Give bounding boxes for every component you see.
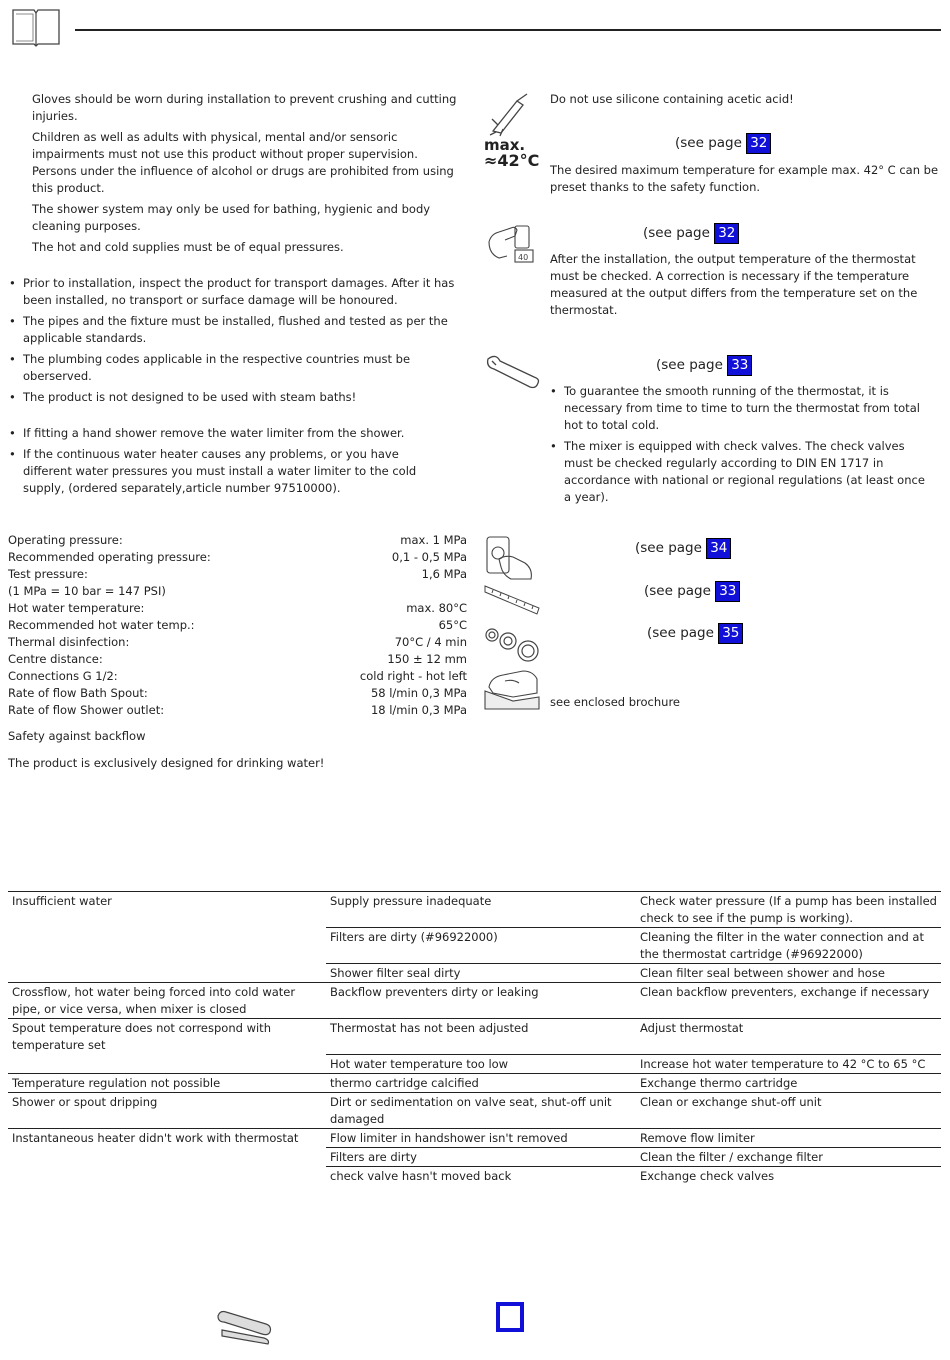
spec-row: (1 MPa = 10 bar = 147 PSI) [8,583,166,598]
brochure-note: see enclosed brochure [550,695,680,709]
safety-gloves: Gloves should be worn during installation to prevent crushing and cutting injuries. [32,92,457,123]
technical-data-table [8,531,467,718]
spec-row: Centre distance: 150 ± 12 mm [8,651,467,666]
list-item: • To guarantee the smooth running of the thermostat, it is necessary from time to time to turn the thermostat from total hot to total cold. [550,383,932,434]
list-item: • The plumbing codes applicable in the respective countries must be oberserved. [9,351,463,385]
drinking-water-note: The product is exclusively designed for drinking water! [8,756,325,770]
troubleshooting-table [8,891,941,1185]
backflow-note: Safety against backflow [8,729,146,743]
see-page-ref: (see page 35 [647,623,743,644]
page-link[interactable]: 32 [746,133,771,154]
silicone-warning: Do not use silicone containing acetic acid! [550,92,794,106]
page-number-box [496,1302,524,1332]
table-row: Insufficient water Supply pressure inadequate Check water pressure (If a pump has been installed check to see if the pump is working). [8,892,941,928]
see-page-ref: (see page 33 [644,581,740,602]
table-row: Shower filter seal dirty Clean filter seal between shower and hose [8,964,941,983]
page-link[interactable]: 34 [706,538,731,559]
see-page-ref: (see page 32 [675,133,771,154]
spec-row: Thermal disinfection: 70°C / 4 min [8,634,467,649]
page-link[interactable]: 35 [718,623,743,644]
ruler-icon [483,582,541,621]
spec-row: Connections G 1/2: cold right - hot left [8,668,467,683]
safety-children: Children as well as adults with physical, mental and/or sensoric impairments must not use this product without proper supervision. Persons under the influence of alcohol or drugs are prohibited from using this product. [32,130,454,195]
page-link[interactable]: 33 [715,581,740,602]
see-page-ref: (see page 32 [643,223,739,244]
heater-list [9,425,439,497]
list-item: • The mixer is equipped with check valves. The check valves must be checked regularly according to DIN EN 1717 in accordance with national or regional regulations (at least once a year). [550,438,932,506]
installation-list [9,275,463,406]
silicone-gun-icon [487,91,533,140]
adjust-text: After the installation, the output temperature of the thermostat must be checked. A correction is necessary if the temperature measured at the output differs from the temperature set on the thermostat. [550,252,918,317]
safety-pressure: The hot and cold supplies must be of equal pressures. [32,240,344,254]
table-row: Instantaneous heater didn't work with thermostat Flow limiter in handshower isn't removed Remove flow limiter [8,1129,941,1148]
table-row: Temperature regulation not possible thermo cartridge calcified Exchange thermo cartridge [8,1074,941,1093]
list-item: • Prior to installation, inspect the product for transport damages. After it has been installed, no transport or surface damage will be honoured. [9,275,463,309]
spec-row: Recommended operating pressure: 0,1 - 0,5 MPa [8,549,467,564]
wrench-icon [484,353,542,394]
table-row: Shower or spout dripping Dirt or sedimentation on valve seat, shut-off unit damaged Clean or exchange shut-off unit [8,1093,941,1129]
book-icon [11,6,61,51]
spec-row: Operating pressure: max. 1 MPa [8,532,467,547]
page-link[interactable]: 33 [727,355,752,376]
see-page-ref: (see page 33 [656,355,752,376]
list-item: • If fitting a hand shower remove the water limiter from the shower. [9,425,439,442]
spec-row: Recommended hot water temp.: 65°C [8,617,467,632]
spec-row: Rate of flow Shower outlet: 18 l/min 0,3 MPa [8,702,467,717]
see-page-ref: (see page 34 [635,538,731,559]
spec-row: Test pressure: 1,6 MPa [8,566,467,581]
hand-cleaning-icon [483,667,541,714]
hand-dial-icon [485,535,537,584]
spare-parts-icon [484,621,542,668]
tools-icon [216,1308,274,1349]
list-item: • If the continuous water heater causes any problems, or you have different water pressures you must install a water limiter to the cold supply, (ordered separately,article number 97510000). [9,446,439,497]
table-row: Spout temperature does not correspond with temperature set Thermostat has not been adjusted Adjust thermostat [8,1019,941,1055]
list-item: • The product is not designed to be used with steam baths! [9,389,463,406]
svg-text:40: 40 [518,253,529,262]
thermostat-adjust-icon [487,220,537,269]
page-link[interactable]: 32 [714,223,739,244]
safety-section [32,91,460,256]
maintenance-list [550,383,932,506]
table-row: Filters are dirty Clean the filter / exchange filter [8,1148,941,1167]
spec-row: Rate of flow Bath Spout: 58 l/min 0,3 MPa [8,685,467,700]
safety-function-text: The desired maximum temperature for example max. 42° C can be preset thanks to the safety function. [550,163,939,194]
safety-usage: The shower system may only be used for bathing, hygienic and body cleaning purposes. [32,202,431,233]
table-row: Crossflow, hot water being forced into cold water pipe, or vice versa, when mixer is closed Backflow preventers dirty or leaking Clean backflow preventers, exchange if necessary [8,983,941,1019]
spec-row: Hot water temperature: max. 80°C [8,600,467,615]
table-row: Hot water temperature too low Increase hot water temperature to 42 °C to 65 °C [8,1055,941,1074]
max-temp-label: max. ≈42°C [484,136,540,170]
table-row: check valve hasn't moved back Exchange check valves [8,1167,941,1186]
table-row: Filters are dirty (#96922000) Cleaning the filter in the water connection and at the thermostat cartridge (#96922000) [8,928,941,964]
list-item: • The pipes and the fixture must be installed, flushed and tested as per the applicable standards. [9,313,463,347]
header-rule [75,29,941,31]
